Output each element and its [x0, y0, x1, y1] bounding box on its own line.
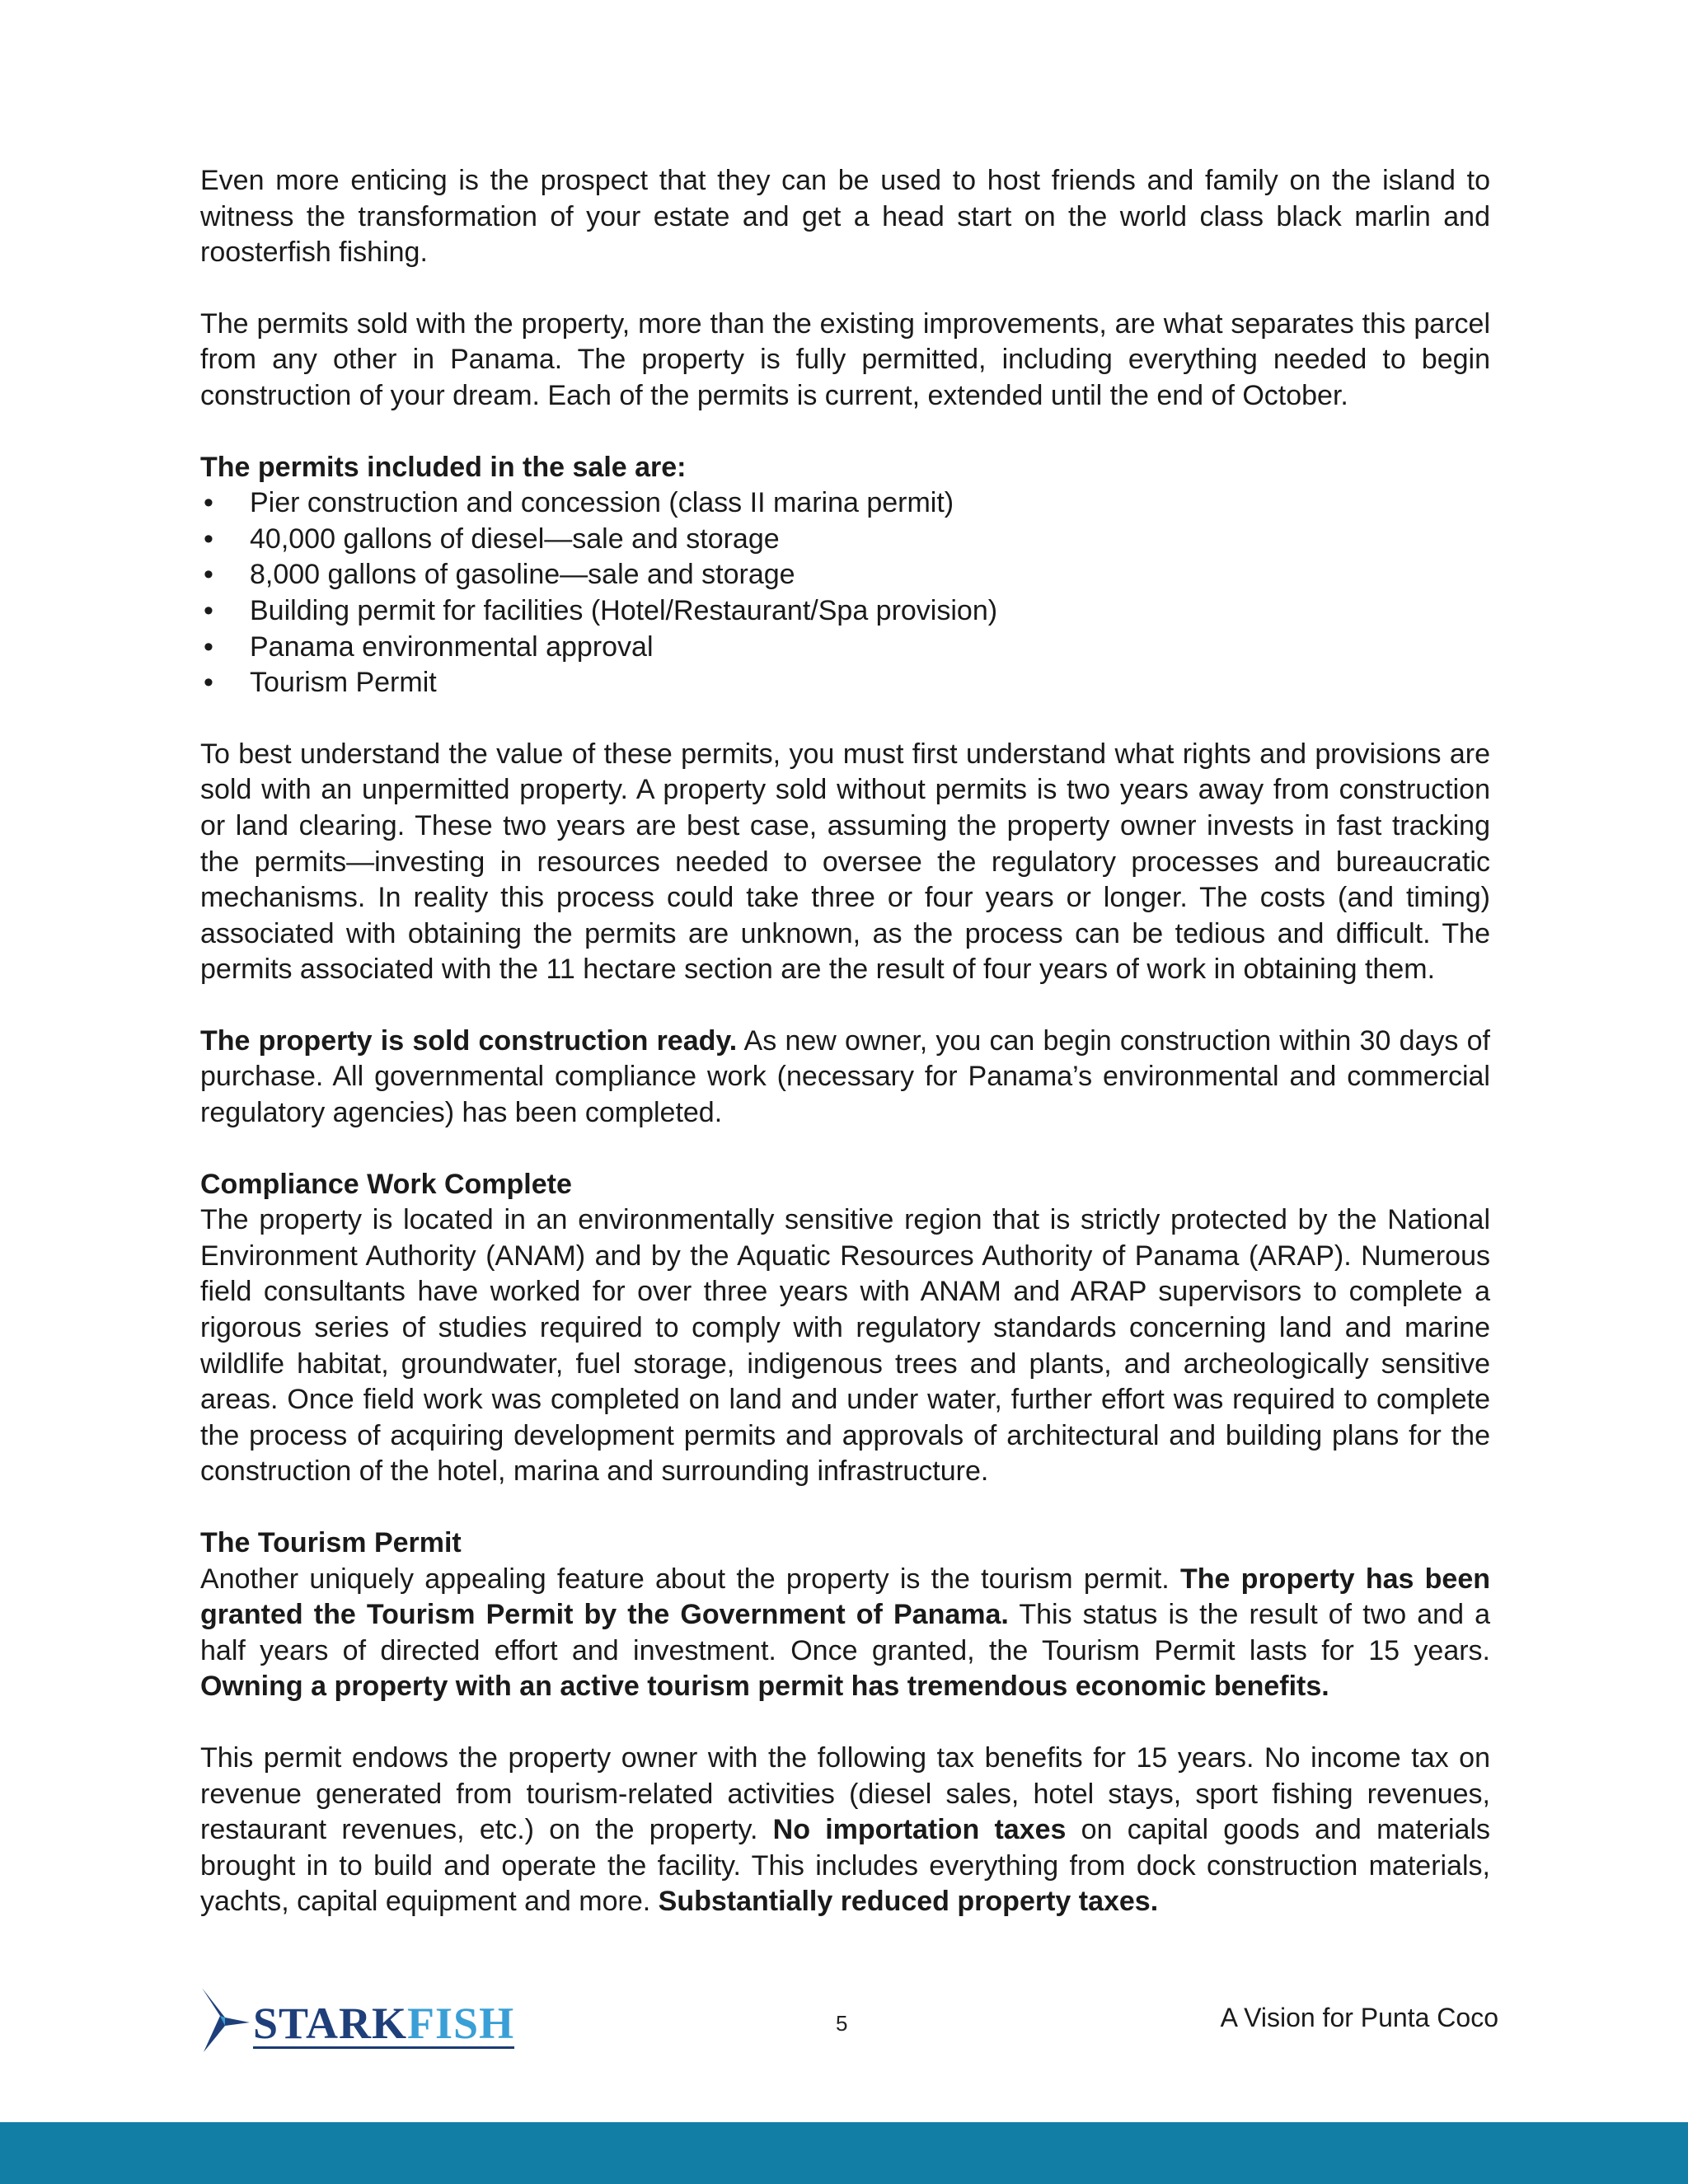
paragraph-tax-benefits: This permit endows the property owner with the following tax benefits for 15 years. No income tax on revenue generated from tourism-related activities (diesel sales, hotel stays, sport fishing revenues, restaurant revenues, etc.) on the property. No importation taxes on capital goods and materials brought in to build and operate the facility. This includes everything from dock construction materials, yachts, capital equipment and more. Substantially reduced property taxes.: [200, 1741, 1490, 1918]
page-number: 5: [836, 2011, 848, 2036]
paragraph-compliance: The property is located in an environmentally sensitive region that is strictly protected by the National Environment Authority (ANAM) and by the Aquatic Resources Authority of Panama (ARAP). Numerous field consultants have worked for over three years with ANAM and ARAP supervisors to complete a rigorous series of studies required to comply with regulatory standards concerning land and marine wildlife habitat, groundwater, fuel storage, indigenous trees and plants, and archeologically sensitive areas. Once field work was completed on land and under water, further effort was required to complete the process of acquiring development permits and approvals of architectural and building plans for the construction of the hotel, marina and surrounding infrastructure.: [200, 1204, 1490, 1488]
bullet-icon: •: [204, 630, 213, 663]
footer-tagline: A Vision for Punta Coco: [1220, 2003, 1498, 2032]
paragraph-permit-value: To best understand the value of these permits, you must first understand what rights and provisions are sold with an unpermitted property. A property sold without permits is two years away from construction or land clearing. These two years are best case, assuming the property owner invests in fast tracking the permits—investing in resources needed to oversee the regulatory processes and bureaucratic mechanisms. In reality this process could take three or four years or longer. The costs (and timing) associated with obtaining the permits are unknown, as the process can be tedious and difficult. The permits associated with the 11 hectare section are the result of four years of work in obtaining them.: [200, 738, 1490, 986]
list-item: • Panama environmental approval: [200, 630, 1490, 666]
list-item: • Building permit for facilities (Hotel/Restaurant/Spa provision): [200, 593, 1490, 630]
tourism-heading: The Tourism Permit: [200, 1527, 462, 1558]
permits-list: [200, 485, 1490, 701]
paragraph-intro: Even more enticing is the prospect that they can be used to host friends and family on the island to witness the transformation of your estate and get a head start on the world class black marlin and roosterfish fishing.: [200, 165, 1490, 269]
bullet-icon: •: [204, 667, 213, 699]
compliance-heading: Compliance Work Complete: [200, 1168, 572, 1200]
document-body: [200, 163, 1490, 1956]
starkfish-logo: [200, 1986, 514, 2054]
permits-heading: The permits included in the sale are:: [200, 451, 687, 483]
bullet-icon: •: [204, 487, 213, 519]
list-item: • 8,000 gallons of gasoline—sale and storage: [200, 557, 1490, 593]
list-item: • 40,000 gallons of diesel—sale and storage: [200, 522, 1490, 558]
paragraph-permits-overview: The permits sold with the property, more than the existing improvements, are what separates this parcel from any other in Panama. The property is fully permitted, including everything needed to begin construction of your dream. Each of the permits is current, extended until the end of October.: [200, 307, 1490, 411]
list-item: • Tourism Permit: [200, 665, 1490, 701]
bottom-color-bar: [0, 2122, 1688, 2184]
logo-wordmark: STARKFISH: [253, 1999, 515, 2048]
list-item: • Pier construction and concession (class II marina permit): [200, 485, 1490, 522]
paragraph-tourism: Another uniquely appealing feature about the property is the tourism permit. The property has been granted the Tourism Permit by the Government of Panama. This status is the result of two and a half years of directed effort and investment. Once granted, the Tourism Permit lasts for 15 years. Owning a property with an active tourism permit has tremendous economic benefits.: [200, 1563, 1491, 1703]
bullet-icon: •: [204, 523, 213, 555]
bullet-icon: •: [204, 594, 213, 626]
page-footer: [0, 1978, 1688, 2060]
marlin-logo-icon: [200, 1986, 251, 2054]
bullet-icon: •: [204, 559, 213, 591]
paragraph-construction-ready: The property is sold construction ready. As new owner, you can begin construction within 30 days of purchase. All governmental compliance work (necessary for Panama’s environmental and commercial regulatory agencies) has been completed.: [200, 1024, 1490, 1129]
